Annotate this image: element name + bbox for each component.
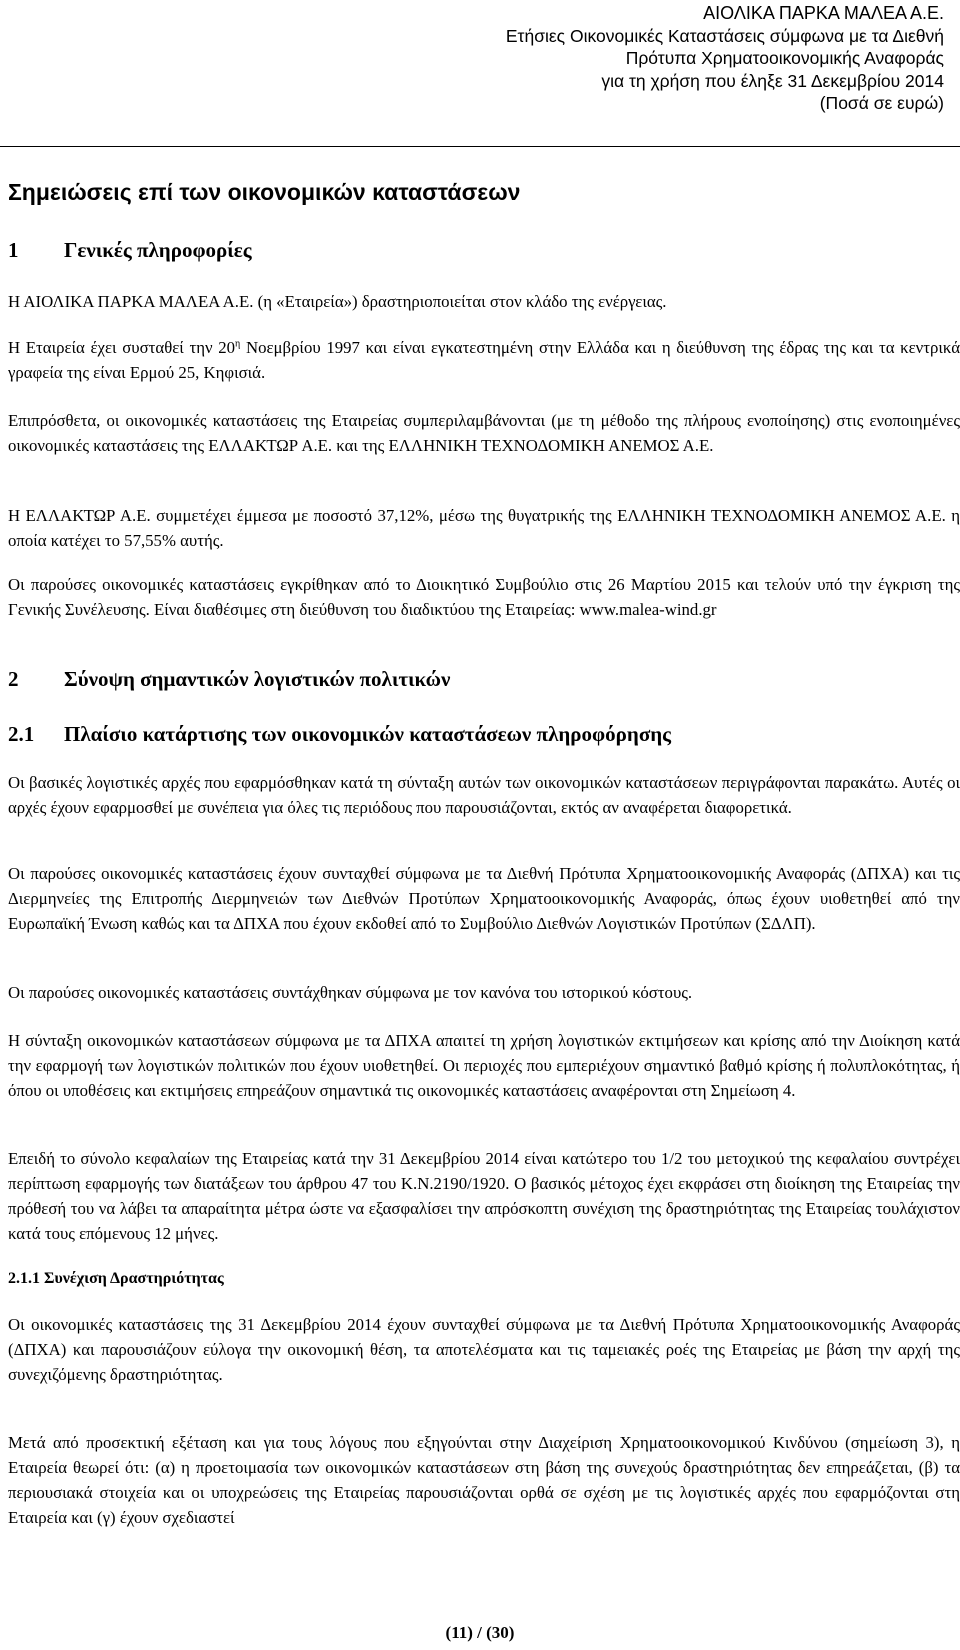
paragraph-assessment: Μετά από προσεκτική εξέταση και για τους λόγους που εξηγούνται στην Διαχείριση Χρηματοοικονομικού Κινδύνου (σημείωση 3), η Εταιρεία θεωρεί ότι: (α) η προετοιμασία των οικονομικών καταστάσεων στη βάση της συνεχούς δραστηριότητας δεν επηρεάζεται, (β) τα περιουσιακά στοιχεία και οι υποχρεώσεις της Εταιρείας παρουσιάζονται ορθά σε σχέση με τις λογιστικές αρχές που εφαρμόζονται στη Εταιρεία και (γ) έχουν σχεδιαστεί (8, 1433, 960, 1527)
section-2-number: 2 (8, 667, 19, 691)
section-2-title: Σύνοψη σημαντικών λογιστικών πολιτικών (64, 667, 451, 691)
section-2-1-1-heading: 2.1.1 Συνέχιση Δραστηριότητας (8, 1270, 224, 1287)
paragraph-approval: Οι παρούσες οικονομικές καταστάσεις εγκρίθηκαν από το Διοικητικό Συμβούλιο στις 26 Μαρτίου 2015 και τελούν υπό την έγκριση της Γενικής Συνέλευσης. Είναι διαθέσιμες στη διεύθυνση του διαδικτύου της Εταιρείας: www.malea-wind.gr (8, 575, 960, 619)
page-header (344, 2, 944, 115)
header-line-4: για τη χρήση που έληξε 31 Δεκεμβρίου 2014 (601, 70, 944, 91)
header-company: ΑΙΟΛΙΚΑ ΠΑΡΚΑ ΜΑΛΕΑ Α.Ε. (703, 3, 944, 23)
paragraph-capital: Επειδή το σύνολο κεφαλαίων της Εταιρείας κατά την 31 Δεκεμβρίου 2014 είναι κατώτερο του 1/2 του μετοχικού της κεφαλαίου συντρέχει περίπτωση εφαρμογής των διατάξεων του άρθρου 47 του Κ.Ν.2190/1920. Ο βασικός μέτοχος έχει εκφράσει στη διοίκηση της Εταιρείας την πρόθεσή του να λάβει τα απαραίτητα μέτρα ώστε να εξασφαλίσει την απρόσκοπτη συνέχιση της δραστηριότητας της Εταιρείας τουλάχιστον κατά τους επόμενους 12 μήνες. (8, 1149, 960, 1243)
establishment-text-end: Νοεμβρίου 1997 και είναι εγκατεστημένη στην Ελλάδα και η διεύθυνση της έδρας της και τα κεντρικά γραφεία της είναι Ερμού 25, Κηφισιά. (8, 338, 960, 382)
section-1-title: Γενικές πληροφορίες (64, 238, 252, 262)
page-title: Σημειώσεις επί των οικονομικών καταστάσεων (8, 179, 521, 205)
establishment-superscript: η (235, 338, 241, 350)
header-line-3: Πρότυπα Χρηματοοικονομικής Αναφοράς (625, 48, 944, 68)
section-2-1-heading (8, 721, 671, 747)
paragraph-establishment (8, 335, 960, 385)
header-line-2: Ετήσιες Οικονομικές Καταστάσεις σύμφωνα με τα Διεθνή (505, 25, 944, 46)
section-2-heading (8, 666, 450, 692)
header-line-5: (Ποσά σε ευρώ) (819, 93, 944, 113)
paragraph-ownership: Η ΕΛΛΑΚΤΩΡ Α.Ε. συμμετέχει έμμεσα με ποσοστό 37,12%, μέσω της θυγατρικής της ΕΛΛΗΝΙΚΗ ΤΕΧΝΟΔΟΜΙΚΗ ΑΝΕΜΟΣ Α.Ε. η οποία κατέχει το 57,55% αυτής. (8, 506, 960, 550)
section-2-1-number: 2.1 (8, 722, 35, 746)
paragraph-activity: Η ΑΙΟΛΙΚΑ ΠΑΡΚΑ ΜΑΛΕΑ Α.Ε. (η «Εταιρεία») δραστηριοποιείται στον κλάδο της ενέργειας. (8, 292, 667, 311)
section-1-number: 1 (8, 238, 19, 262)
paragraph-historical-cost: Οι παρούσες οικονομικές καταστάσεις συντάχθηκαν σύμφωνα με τον κανόνα του ιστορικού κόστους. (8, 983, 693, 1002)
paragraph-consolidation: Επιπρόσθετα, οι οικονομικές καταστάσεις της Εταιρείας συμπεριλαμβάνονται (με τη μέθοδο της πλήρους ενοποίησης) στις ενοποιημένες οικονομικές καταστάσεις της ΕΛΛΑΚΤΩΡ Α.Ε. και της ΕΛΛΗΝΙΚΗ ΤΕΧΝΟΔΟΜΙΚΗ ΑΝΕΜΟΣ Α.Ε. (8, 411, 960, 455)
page-number: (11) / (30) (445, 1623, 515, 1642)
paragraph-principles: Οι βασικές λογιστικές αρχές που εφαρμόσθηκαν κατά τη σύνταξη αυτών των οικονομικών καταστάσεων περιγράφονται παρακάτω. Αυτές οι αρχές έχουν εφαρμοσθεί με συνέπεια για όλες τις περιόδους που παρουσιάζονται, εκτός αν αναφέρεται διαφορετικά. (8, 773, 960, 817)
header-divider (0, 146, 960, 147)
section-2-1-title: Πλαίσιο κατάρτισης των οικονομικών καταστάσεων πληροφόρησης (64, 722, 672, 746)
establishment-text-start: Η Εταιρεία έχει συσταθεί την 20 (8, 338, 236, 357)
paragraph-estimates: Η σύνταξη οικονομικών καταστάσεων σύμφωνα με τα ΔΠΧΑ απαιτεί τη χρήση λογιστικών εκτιμήσεων και κρίσης από την Διοίκηση κατά την εφαρμογή των λογιστικών πολιτικών που έχουν υιοθετηθεί. Οι περιοχές που εμπεριέχουν σημαντικό βαθμό κρίσης ή πολυπλοκότητας, ή όπου οι υποθέσεις και εκτιμήσεις επηρεάζουν σημαντικά τις οικονομικές καταστάσεις αναφέρονται στη Σημείωση 4. (8, 1031, 960, 1100)
paragraph-ifrs: Οι παρούσες οικονομικές καταστάσεις έχουν συνταχθεί σύμφωνα με τα Διεθνή Πρότυπα Χρηματοοικονομικής Αναφοράς (ΔΠΧΑ) και τις Διερμηνείες της Επιτροπής Διερμηνειών των Διεθνών Προτύπων Χρηματοοικονομικής Αναφοράς, όπως έχουν υιοθετηθεί από την Ευρωπαϊκή Ένωση καθώς και τα ΔΠΧΑ που έχουν εκδοθεί από το Συμβούλιο Διεθνών Λογιστικών Προτύπων (ΣΔΛΠ). (8, 864, 960, 933)
paragraph-going-concern: Οι οικονομικές καταστάσεις της 31 Δεκεμβρίου 2014 έχουν συνταχθεί σύμφωνα με τα Διεθνή Πρότυπα Χρηματοοικονομικής Αναφοράς (ΔΠΧΑ) και παρουσιάζουν εύλογα την οικονομική θέση, τα αποτελέσματα και τις ταμειακές ροές της Εταιρείας με βάση την αρχή της συνεχιζόμενης δραστηριότητας. (8, 1315, 960, 1384)
section-1-heading (8, 237, 252, 263)
